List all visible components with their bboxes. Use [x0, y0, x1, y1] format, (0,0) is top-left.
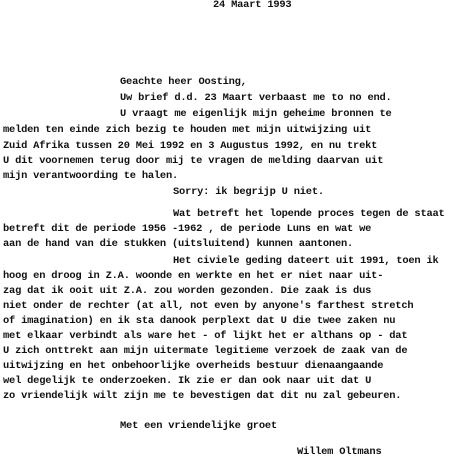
paragraph-line: mijn verantwoording te halen. [3, 170, 179, 182]
paragraph-line: aan de hand van die stukken (uitsluitend) kunnen aantonen. [3, 238, 354, 250]
paragraph-line: melden ten einde zich bezig te houden met mijn uitwijzing uit [3, 124, 372, 136]
paragraph-line: met elkaar verbindt als ware het - of lijkt het er althans op - dat [3, 330, 408, 342]
paragraph-line: Het civiele geding dateert uit 1991, toen ik [173, 255, 439, 267]
paragraph-line: of imagination) en ik sta danook perplext dat U die twee zaken nu [3, 315, 396, 327]
closing-line: Met een vriendelijke groet [120, 420, 277, 432]
paragraph-line: uitwijzing en het onbehoorlijke overheids bestuur dienaangaande [3, 360, 384, 372]
letter-date: 24 Maart 1993 [213, 0, 292, 11]
paragraph-line: betreft dit de periode 1956 -1962 , de periode Luns en wat we [3, 223, 372, 235]
paragraph-line: hoog en droog in Z.A. woonde en werkte en het er niet naar uit- [3, 270, 384, 282]
paragraph-line: Wat betreft het lopende proces tegen de staat [173, 208, 445, 220]
signature-name: Willem Oltmans [297, 446, 382, 458]
paragraph-line: zo vriendelijk wilt zijn me te bevestigen dat dit nu zal gebeuren. [3, 390, 402, 402]
sorry-line: Sorry: ik begrijp U niet. [173, 186, 324, 198]
paragraph-line: Zuid Afrika tussen 20 Mei 1992 en 3 Augustus 1992, en nu trekt [3, 140, 378, 152]
paragraph-line: U dit voornemen terug door mij te vragen de melding daarvan uit [3, 155, 384, 167]
salutation: Geachte heer Oosting, [120, 76, 247, 88]
paragraph-line: wel degelijk te onderzoeken. Ik zie er dan ook naar uit dat U [3, 375, 372, 387]
paragraph-line: U zich onttrekt aan mijn uitermate legitieme verzoek de zaak van de [3, 345, 408, 357]
paragraph-line: zag dat ik ooit uit Z.A. zou worden gezonden. Die zaak is dus [3, 285, 372, 297]
paragraph-line: Uw brief d.d. 23 Maart verbaast me to no end. [120, 92, 392, 104]
paragraph-line: U vraagt me eigenlijk mijn geheime bronnen te [120, 108, 392, 120]
paragraph-line: niet onder de rechter (at all, not even by anyone's farthest stretch [3, 300, 414, 312]
